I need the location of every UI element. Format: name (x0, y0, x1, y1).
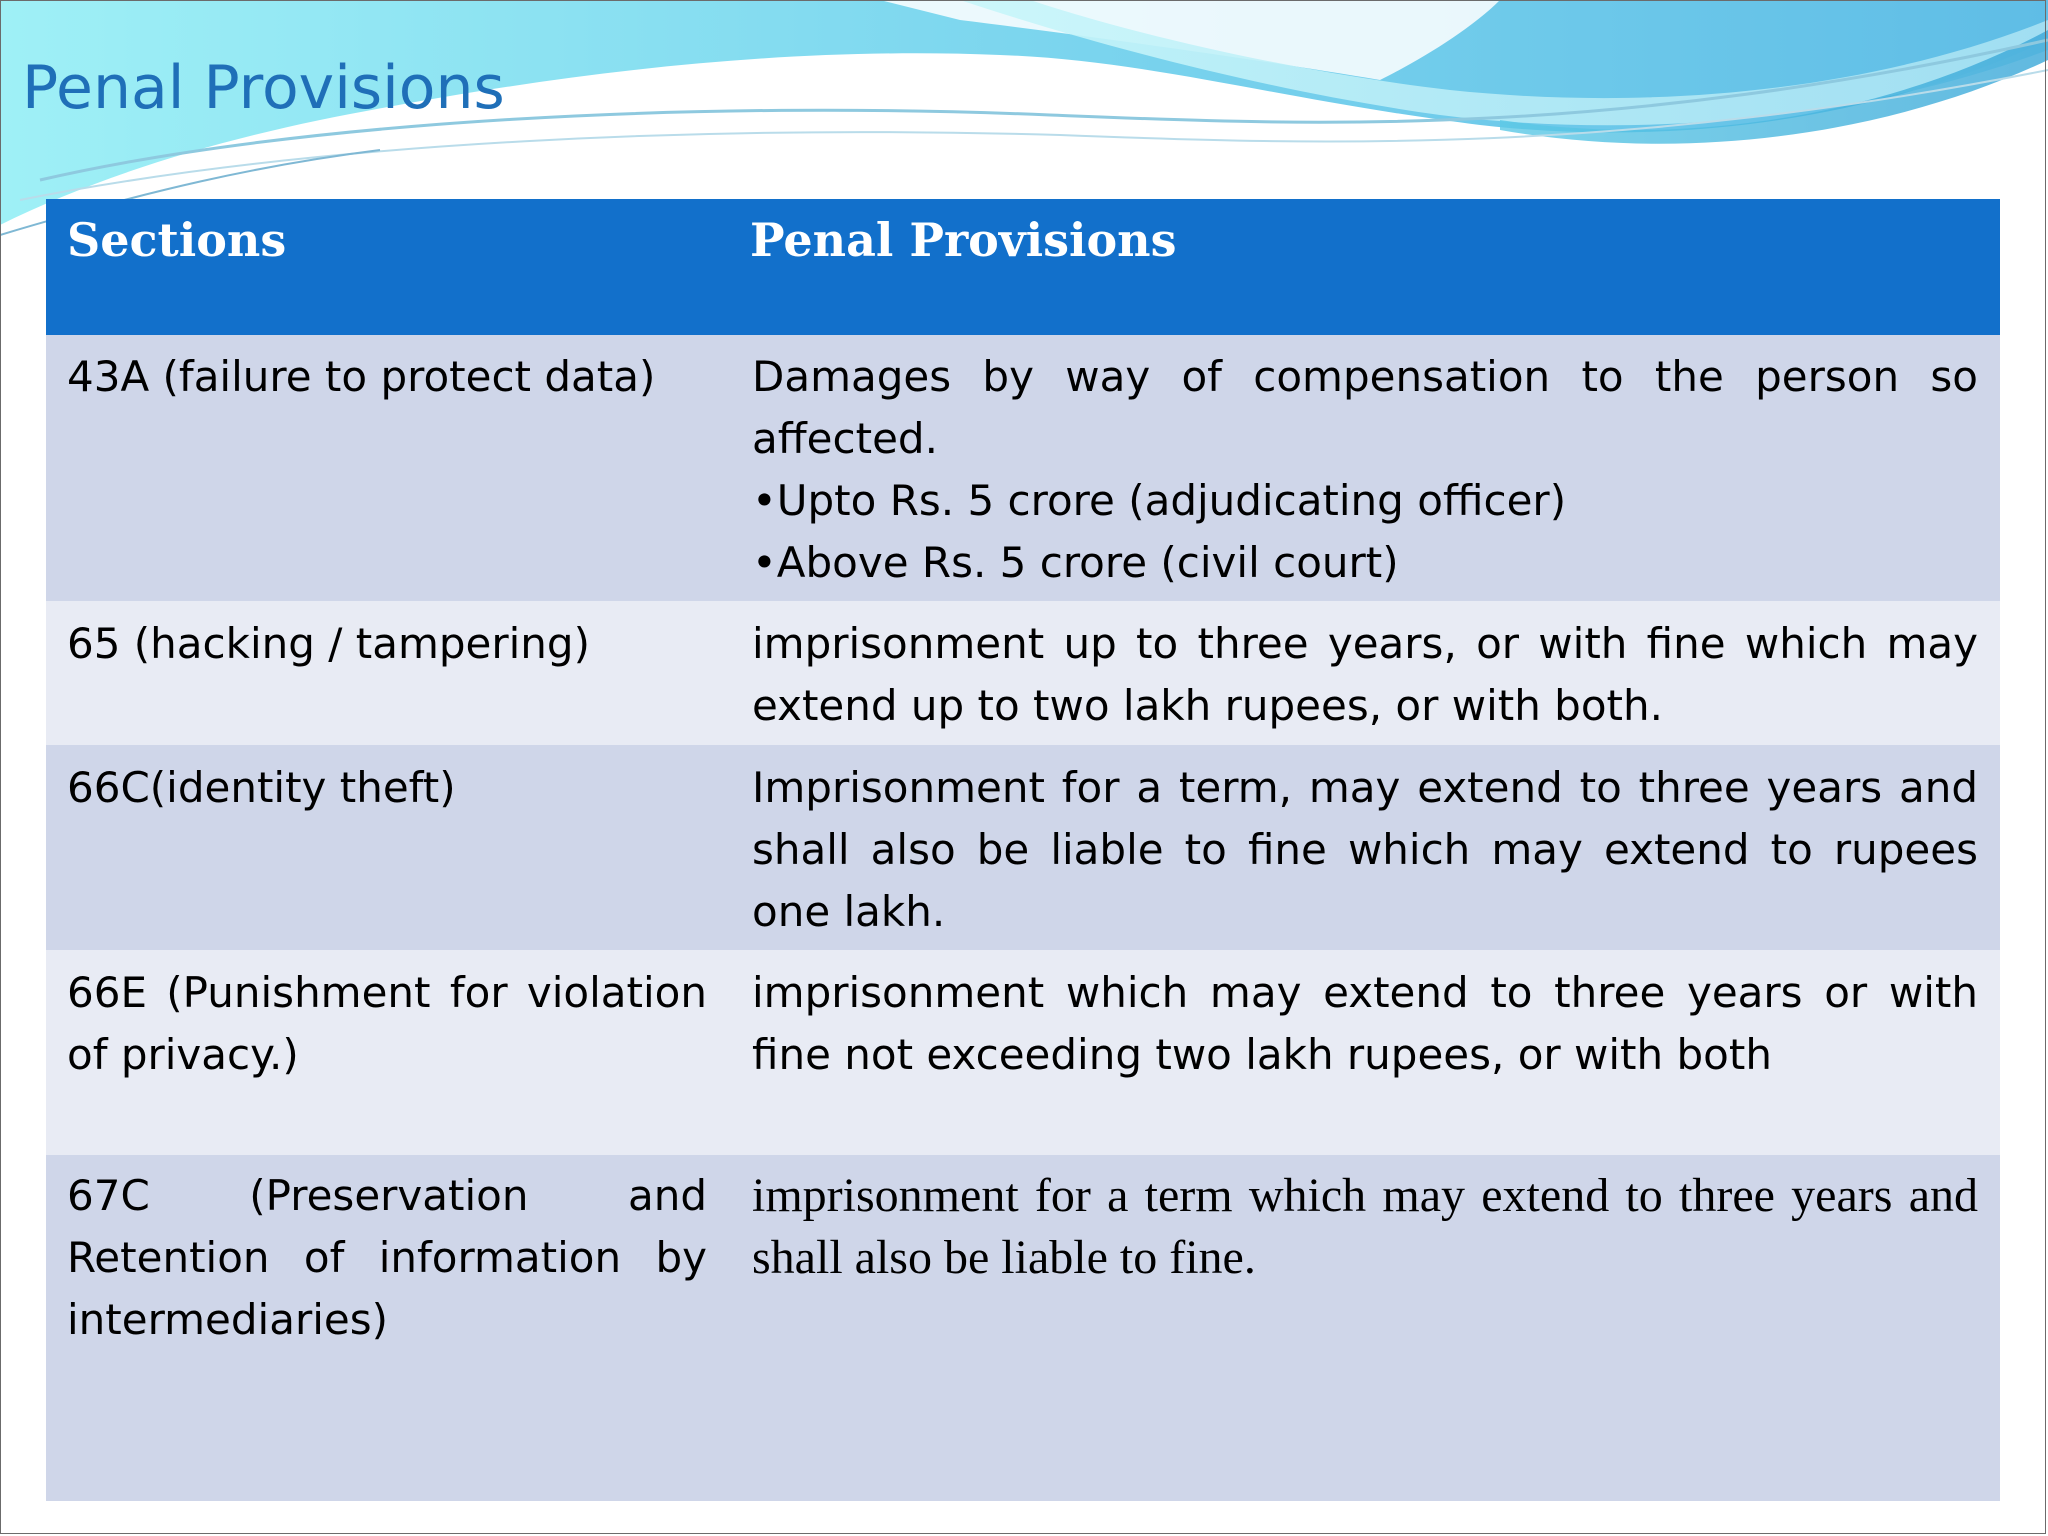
section-text: 66E (Punishment for violation of privacy.) (67, 968, 707, 1079)
section-text: 65 (hacking / tampering) (67, 619, 590, 668)
table-row (46, 335, 2000, 601)
section-text: 67C (Preservation and Retention of information by intermediaries) (67, 1171, 707, 1344)
section-text: 66C(identity theft) (67, 763, 456, 812)
penal-provisions-table (46, 199, 2000, 1501)
table-row (46, 950, 2000, 1155)
section-cell (46, 335, 729, 601)
provision-text: Damages by way of compensation to the person so affected. (752, 352, 1978, 463)
provision-text: imprisonment up to three years, or with fine which may extend up to two lakh rupees, or with both. (752, 619, 1978, 730)
penal-provisions-table-container (46, 199, 2000, 1501)
section-text: 43A (failure to protect data) (67, 352, 656, 401)
provision-bullet: •Above Rs. 5 crore (civil court) (752, 538, 1399, 587)
table-row (46, 1155, 2000, 1501)
section-cell (46, 950, 729, 1155)
section-cell (46, 1155, 729, 1501)
header-penal-provisions: Penal Provisions (750, 213, 1177, 267)
slide-title: Penal Provisions (22, 53, 505, 123)
provision-text: Imprisonment for a term, may extend to three years and shall also be liable to fine which may extend to rupees one lakh. (752, 763, 1978, 936)
provision-cell (729, 745, 2000, 950)
provision-cell (729, 335, 2000, 601)
provision-text: imprisonment for a term which may extend to three years and shall also be liable to fine. (752, 1169, 1978, 1284)
section-cell (46, 745, 729, 950)
provision-text: imprisonment which may extend to three years or with fine not exceeding two lakh rupees, or with both (752, 968, 1978, 1079)
provision-cell (729, 950, 2000, 1155)
table-row (46, 745, 2000, 950)
provision-cell (729, 601, 2000, 745)
header-sections: Sections (67, 213, 287, 267)
provision-bullet: •Upto Rs. 5 crore (adjudicating officer) (752, 476, 1567, 525)
table-header-row (46, 199, 2000, 335)
section-cell (46, 601, 729, 745)
table-row (46, 601, 2000, 745)
provision-cell (729, 1155, 2000, 1501)
